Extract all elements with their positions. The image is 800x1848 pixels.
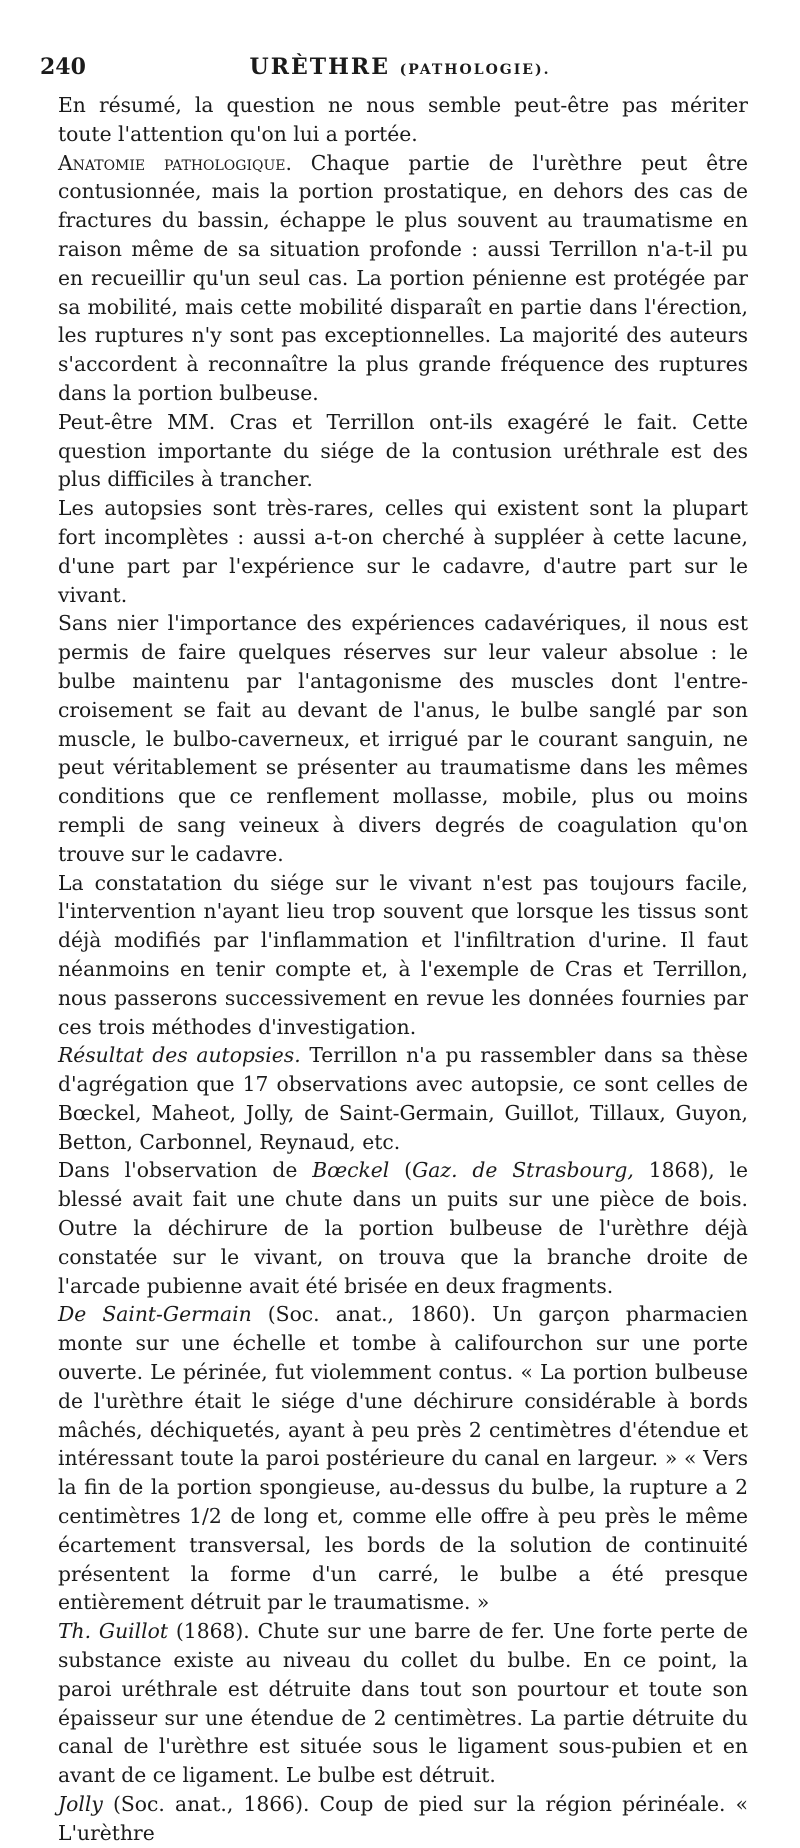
paragraph-jolly — [58, 1790, 748, 1848]
running-title — [40, 54, 760, 80]
paragraph-text: Les autopsies sont très-rares, celles qui existent sont la plupart fort incomplètes : aussi a-t-on cherché à suppléer à cette lacune, d'une part par l'expérience sur le cadavre, d'autre part sur le vivant. — [58, 496, 748, 607]
page-body — [58, 91, 748, 1848]
paragraph-peut-etre — [58, 408, 748, 494]
paragraph-constatation — [58, 869, 748, 1042]
journal-reference: Gaz. de Strasbourg, — [412, 1158, 634, 1183]
paragraph-boeckel — [58, 1156, 748, 1300]
author-name: Bœckel — [312, 1158, 390, 1183]
paragraph-text: (Soc. anat., 1866). Coup de pied sur la région périnéale. « L'urèthre — [58, 1792, 748, 1845]
paragraph-text: Chaque partie de l'urèthre peut être contusionnée, mais la portion prostatique, en dehors des cas de fractures du bassin, échappe le plus souvent au traumatisme en raison même de sa situation profonde : aussi Terrillon n'a-t-il pu en recueillir qu'un seul cas. La portion pénienne est protégée par sa mobilité, mais cette mobilité disparaît en partie dans l'érection, les ruptures n'y sont pas exceptionnelles. La majorité des auteurs s'accordent à reconnaître la plus grande fréquence des ruptures dans la portion bulbeuse. — [58, 150, 748, 405]
paragraph-pre: Dans l'observation de — [58, 1158, 313, 1183]
paragraph-text: 1868), le blessé avait fait une chute dans un puits sur une pièce de bois. Outre la déchirure de la portion bulbeuse de l'urèthre déjà constatée sur le vivant, on trouva que la branche droite de l'arcade pubienne avait été brisée en deux fragments. — [58, 1158, 749, 1298]
author-name: Jolly — [58, 1792, 103, 1817]
section-heading: Anatomie pathologique. — [58, 150, 292, 175]
running-title-main: URÈTHRE — [249, 54, 390, 80]
paragraph-experiences — [58, 609, 748, 868]
paragraph-resultat — [58, 1041, 748, 1156]
paragraph-mid: ( — [389, 1158, 413, 1183]
author-name: De Saint-Germain — [58, 1302, 252, 1327]
paragraph-text: Terrillon n'a pu rassembler dans sa thèse d'agrégation que 17 observations avec autopsie, ce sont celles de Bœckel, Maheot, Jolly, de Saint-Germain, Guillot, Tillaux, Guyon, Betton, Carbonnel, Reynaud, etc. — [58, 1043, 749, 1154]
paragraph-guillot — [58, 1617, 748, 1790]
running-title-sub: (PATHOLOGIE). — [399, 62, 551, 78]
page-header — [40, 54, 760, 94]
paragraph-anatomie — [58, 149, 748, 408]
page-number: 240 — [40, 54, 86, 80]
paragraph-text: En résumé, la question ne nous semble peut-être pas mériter toute l'attention qu'on lui a portée. — [58, 93, 748, 146]
paragraph-text: Peut-être MM. Cras et Terrillon ont-ils exagéré le fait. Cette question importante du siége de la contusion uréthrale est des plus difficiles à trancher. — [58, 409, 748, 492]
paragraph-saint-germain — [58, 1300, 748, 1617]
author-name: Th. Guillot — [58, 1619, 168, 1644]
paragraph-text: Sans nier l'importance des expériences cadavériques, il nous est permis de faire quelques réserves sur leur valeur absolue : le bulbe maintenu par l'antagonisme des muscles dont l'entre-croisement se fait au devant de l'anus, le bulbe sanglé par son muscle, le bulbo-caverneux, et irrigué par le courant sanguin, ne peut véritablement se présenter au traumatisme dans les mêmes conditions que ce renflement mollasse, mobile, plus ou moins rempli de sang veineux à divers degrés de coagulation qu'on trouve sur le cadavre. — [58, 611, 748, 866]
subsection-heading: Résultat des autopsies. — [58, 1043, 301, 1068]
paragraph-resume — [58, 91, 748, 149]
paragraph-text: La constatation du siége sur le vivant n'est pas toujours facile, l'intervention n'ayant lieu trop souvent que lorsque les tissus sont déjà modifiés par l'inflammation et l'infiltration d'urine. Il faut néanmoins en tenir compte et, à l'exemple de Cras et Terrillon, nous passerons successivement en revue les données fournies par ces trois méthodes d'investigation. — [58, 870, 748, 1039]
paragraph-text: (1868). Chute sur une barre de fer. Une forte perte de substance existe au niveau du collet du bulbe. En ce point, la paroi uréthrale est détruite dans tout son pourtour et toute son épaisseur sur une étendue de 2 centimètres. La partie détruite du canal de l'urèthre est située sous le ligament sous-pubien et en avant de ce ligament. Le bulbe est détruit. — [58, 1619, 748, 1788]
paragraph-autopsies — [58, 494, 748, 609]
paragraph-text: (Soc. anat., 1860). Un garçon pharmacien monte sur une échelle et tombe à califourchon sur une porte ouverte. Le périnée, fut violemment contus. « La portion bulbeuse de l'urèthre était le siége d'une déchirure considérable à bords mâchés, déchiquetés, ayant à peu près 2 centimètres d'étendue et intéressant toute la paroi postérieure du canal en largeur. » « Vers la fin de la portion spongieuse, au-dessus du bulbe, la rupture a 2 centimètres 1/2 de long et, comme elle offre à peu près le même écartement transversal, les bords de la solution de continuité présentent la forme d'un carré, le bulbe a été presque entièrement détruit par le traumatisme. » — [58, 1302, 748, 1615]
